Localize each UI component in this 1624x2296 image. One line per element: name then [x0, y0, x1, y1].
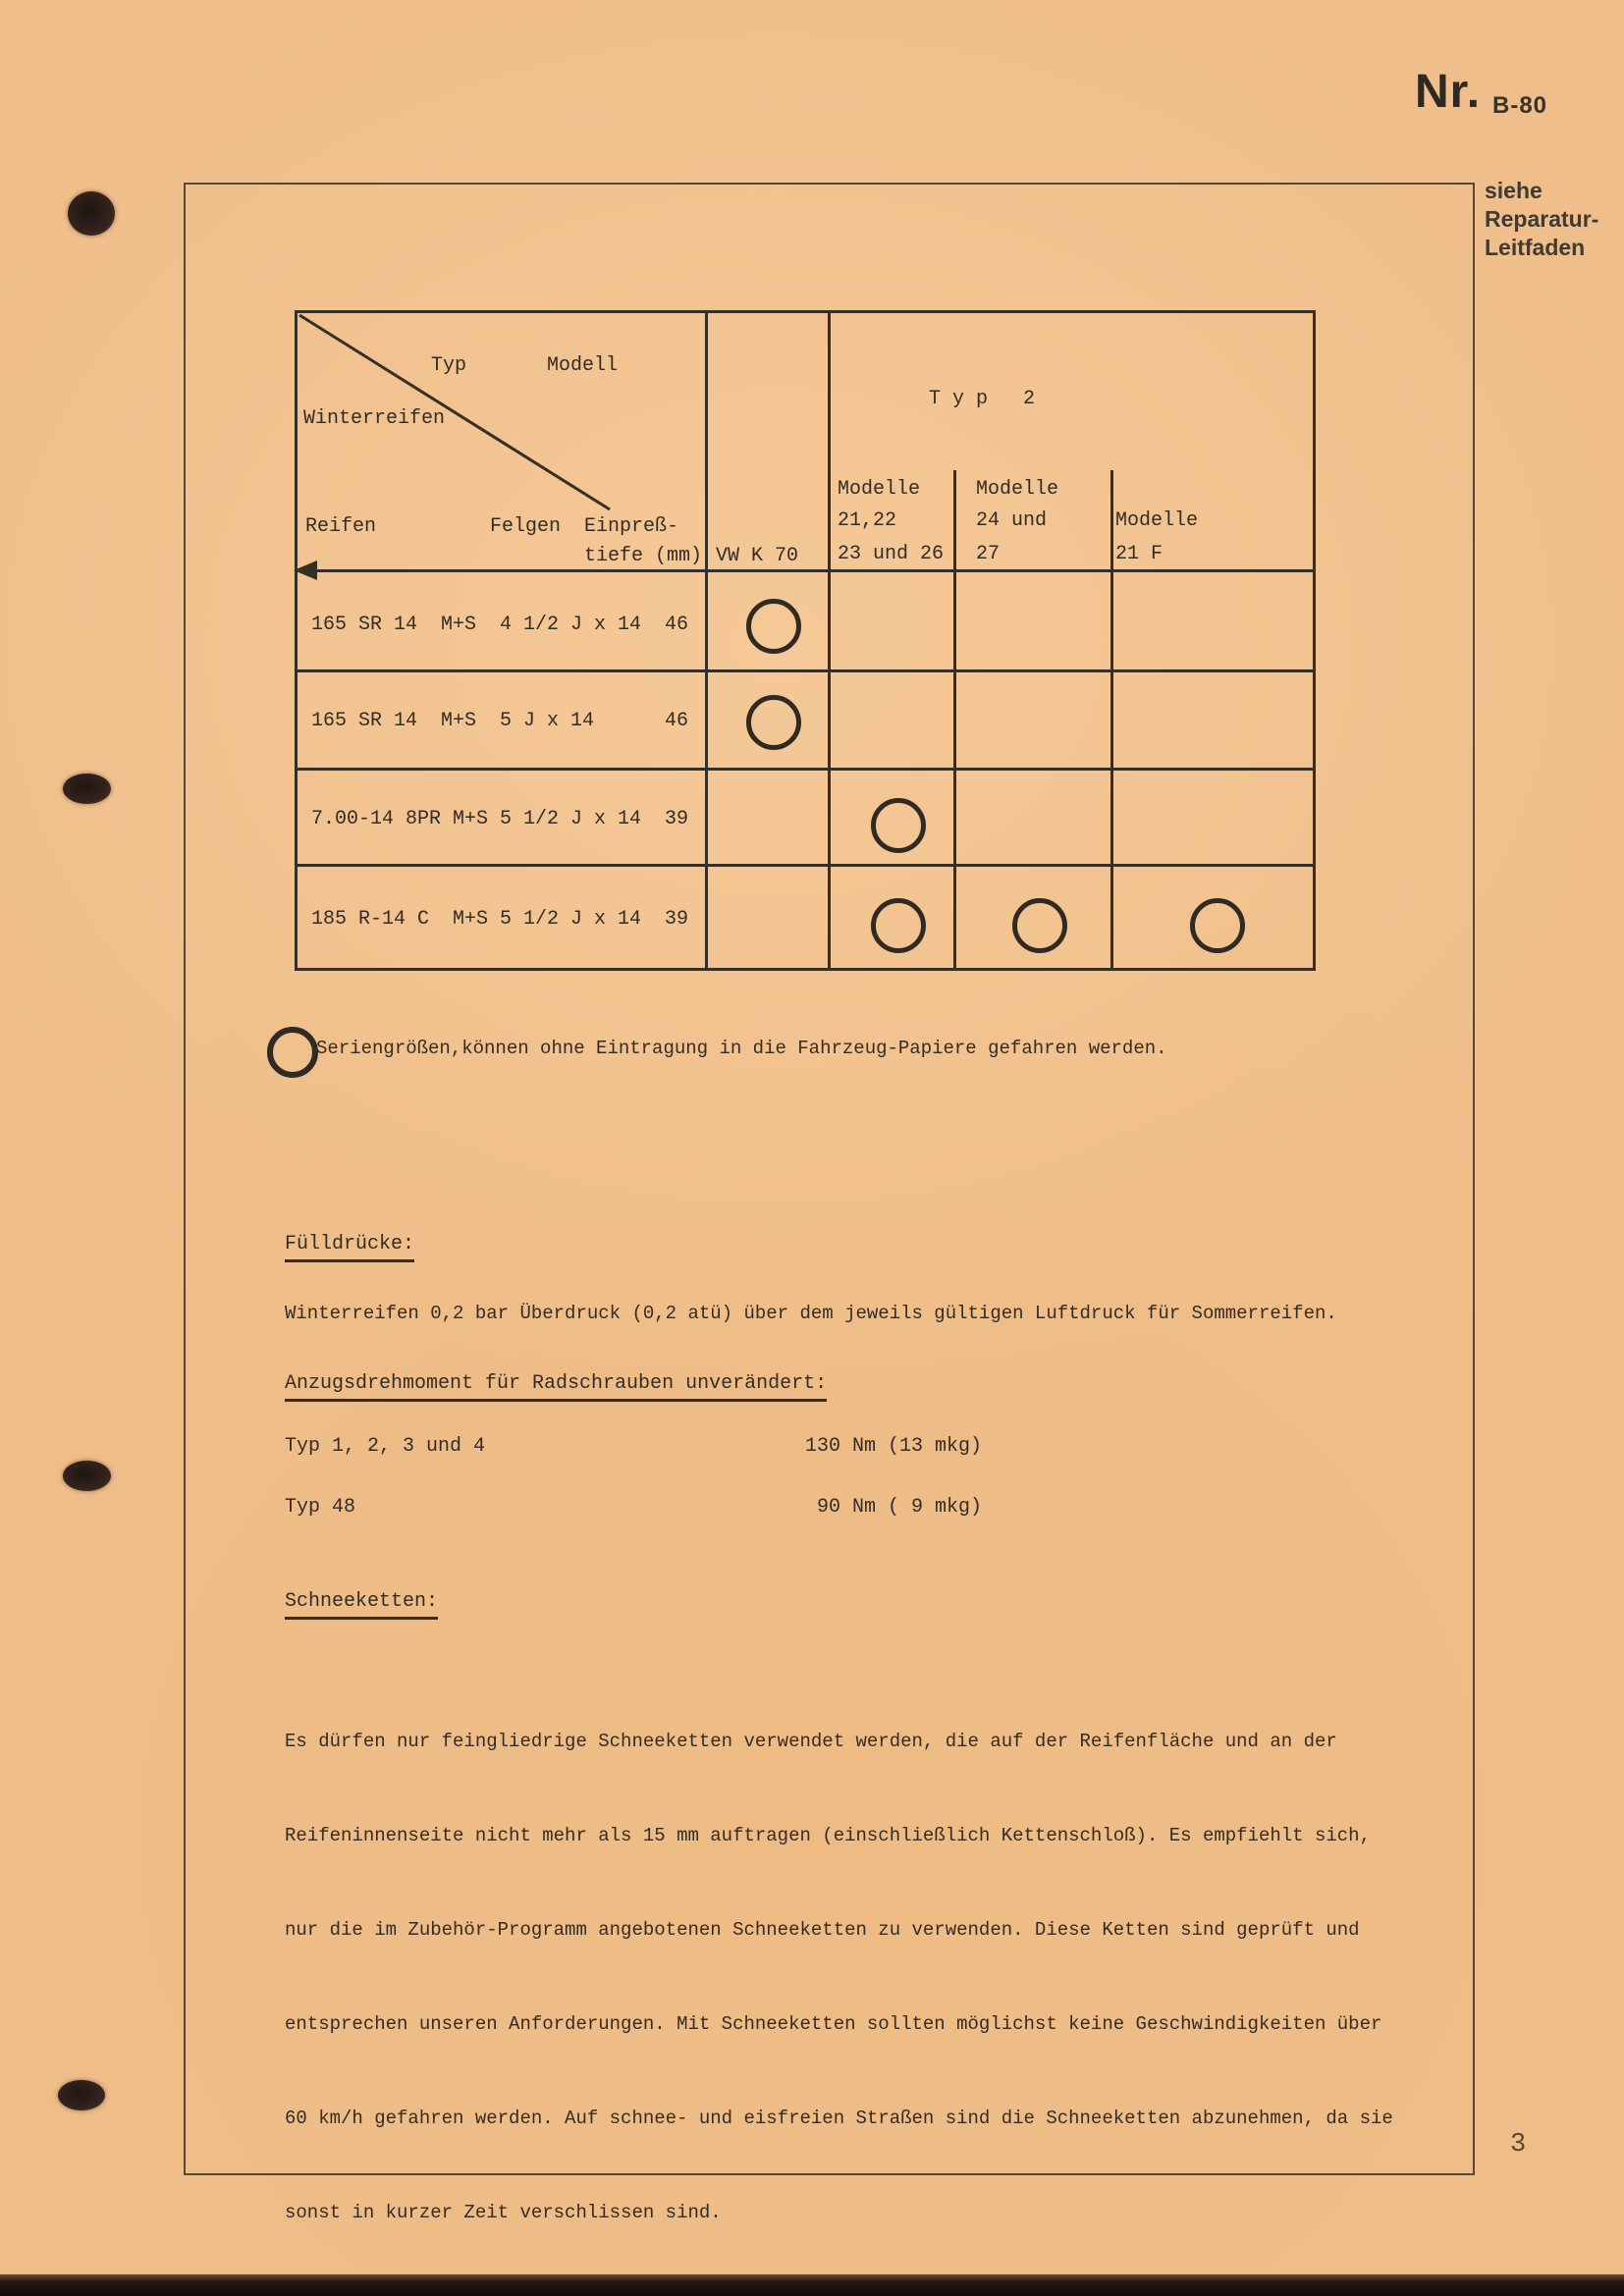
col-header-modelle-21f: Modelle: [1115, 509, 1199, 532]
punch-hole: [63, 774, 111, 804]
col-group-typ2: T y p 2: [929, 388, 1036, 410]
series-mark-circle: [746, 695, 801, 750]
series-mark-circle: [1190, 898, 1245, 953]
table-vertical-line: [953, 470, 956, 968]
col-header-modelle-2427: Modelle: [976, 478, 1059, 501]
table-row-label: 165 SR 14 M+S 4 1/2 J x 14 46: [311, 614, 689, 636]
col-header-modelle-2126: 23 und 26: [838, 543, 945, 565]
paragraph-line: entsprechen unseren Anforderungen. Mit Schneeketten sollten möglichst keine Geschwindigkeiten über: [285, 2013, 1382, 2035]
col-header-modelle-2427: 24 und: [976, 509, 1048, 532]
torque-row-label: Typ 48: [285, 1496, 356, 1519]
page-number: 3: [1510, 2130, 1527, 2160]
table-row-label: 7.00-14 8PR M+S 5 1/2 J x 14 39: [311, 808, 689, 830]
corner-modell-label: Modell: [547, 354, 619, 377]
punch-hole: [63, 1461, 111, 1491]
fuelldruecke-body: Winterreifen 0,2 bar Überdruck (0,2 atü) über dem jeweils gültigen Luftdruck für Sommerreifen.: [285, 1303, 1337, 1324]
torque-row-value: 130 Nm (13 mkg): [805, 1435, 983, 1458]
margin-note-line: siehe: [1485, 178, 1543, 203]
col-header-modelle-21f: 21 F: [1115, 543, 1164, 565]
series-mark-circle: [746, 599, 801, 654]
section-heading-fuelldruecke: Fülldrücke:: [285, 1233, 414, 1262]
legend-circle-icon: [267, 1027, 318, 1078]
paragraph-line: 60 km/h gefahren werden. Auf schnee- und eisfreien Straßen sind die Schneeketten abzunehmen, da sie: [285, 2108, 1393, 2129]
paragraph-line: Reifeninnenseite nicht mehr als 15 mm auftragen (einschließlich Kettenschloß). Es empfiehlt sich,: [285, 1825, 1371, 1846]
corner-winterreifen-label: Winterreifen: [303, 407, 446, 430]
corner-typ-label: Typ: [431, 354, 467, 377]
section-heading-schneeketten: Schneeketten:: [285, 1590, 438, 1620]
series-mark-circle: [1012, 898, 1067, 953]
paragraph-line: nur die im Zubehör-Programm angebotenen Schneeketten zu verwenden. Diese Ketten sind geprüft und: [285, 1919, 1360, 1941]
series-mark-circle: [871, 798, 926, 853]
table-row-line: [298, 768, 1313, 771]
winter-tire-table: [295, 310, 1316, 971]
scan-bottom-edge: [0, 2274, 1624, 2296]
doc-number: B-80: [1492, 92, 1548, 119]
schneeketten-paragraph: [285, 1663, 1393, 2291]
col-header-modelle-2126: 21,22: [838, 509, 897, 532]
corner-reifen-label: Reifen: [305, 515, 377, 538]
col-header-vw-k70: VW K 70: [716, 545, 799, 567]
margin-note: [1485, 177, 1598, 262]
table-vertical-line: [828, 313, 831, 968]
col-header-modelle-2427: 27: [976, 543, 1001, 565]
paragraph-line: sonst in kurzer Zeit verschlissen sind.: [285, 2202, 722, 2223]
paragraph-line: Es dürfen nur feingliedrige Schneeketten verwendet werden, die auf der Reifenfläche und an der: [285, 1731, 1337, 1752]
table-row-line: [298, 864, 1313, 867]
corner-tiefe-label: tiefe (mm): [584, 545, 703, 567]
margin-note-line: Reparatur-: [1485, 206, 1599, 232]
table-row-line: [298, 669, 1313, 672]
col-header-modelle-2126: Modelle: [838, 478, 921, 501]
corner-felgen-einpress-label: Felgen Einpreß-: [490, 515, 679, 538]
punch-hole: [58, 2080, 105, 2110]
table-row-label: 185 R-14 C M+S 5 1/2 J x 14 39: [311, 908, 689, 931]
series-mark-circle: [871, 898, 926, 953]
torque-row-label: Typ 1, 2, 3 und 4: [285, 1435, 486, 1458]
table-row-label: 165 SR 14 M+S 5 J x 14 46: [311, 710, 689, 732]
section-heading-anzugsdrehmoment: Anzugsdrehmoment für Radschrauben unverändert:: [285, 1372, 827, 1402]
margin-note-line: Leitfaden: [1485, 235, 1586, 260]
table-vertical-line: [1110, 470, 1113, 968]
doc-number-label: Nr.: [1415, 66, 1482, 118]
punch-hole: [68, 191, 115, 236]
torque-row-value: 90 Nm ( 9 mkg): [805, 1496, 983, 1519]
legend-text: Seriengrößen,können ohne Eintragung in die Fahrzeug-Papiere gefahren werden.: [316, 1038, 1167, 1059]
